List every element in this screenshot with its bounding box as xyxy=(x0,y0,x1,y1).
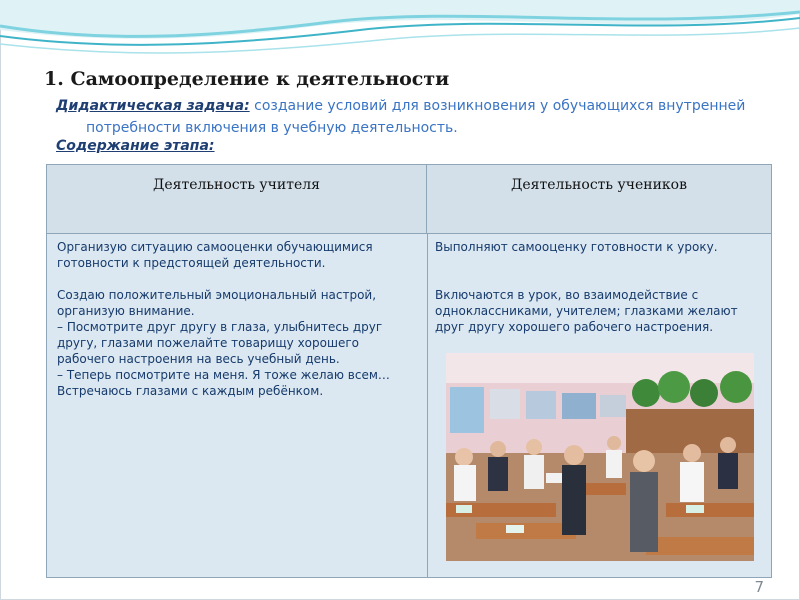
didactic-task-label: Дидактическая задача: xyxy=(56,98,250,114)
students-text-2: Включаются в урок, во взаимодействие с одноклассниками, учителем; глазками желают друг другу хорошего рабочего настроения. xyxy=(435,288,738,334)
wave-decoration xyxy=(0,0,800,70)
didactic-task-text-line2: потребности включения в учебную деятельность. xyxy=(86,120,458,136)
page-number: 7 xyxy=(754,578,764,596)
activity-table xyxy=(46,164,772,578)
teacher-text-5: Встречаюсь глазами с каждым ребёнком. xyxy=(57,384,324,398)
classroom-photo xyxy=(446,353,754,561)
teacher-text-3: – Посмотрите друг другу в глаза, улыбнитесь друг другу, глазами пожелайте товарищу хорошего рабочего настроения на весь учебный день. xyxy=(57,320,383,366)
header-teacher: Деятельность учителя xyxy=(47,165,427,233)
column-divider xyxy=(427,233,428,577)
header-divider xyxy=(47,233,771,234)
slide-title: 1. Самоопределение к деятельности xyxy=(44,68,450,90)
teacher-text-4: – Теперь посмотрите на меня. Я тоже желаю всем… xyxy=(57,368,390,382)
students-activity-cell xyxy=(435,239,765,335)
didactic-task xyxy=(56,95,756,139)
classroom-illustration xyxy=(446,353,754,561)
students-text-1: Выполняют самооценку готовности к уроку. xyxy=(435,240,718,254)
teacher-activity-cell xyxy=(57,239,419,399)
teacher-text-2: Создаю положительный эмоциональный настрой, организую внимание. xyxy=(57,288,377,318)
teacher-text-1: Организую ситуацию самооценки обучающимися готовности к предстоящей деятельности. xyxy=(57,240,373,270)
header-students: Деятельность учеников xyxy=(427,165,771,233)
didactic-task-text-line1: создание условий для возникновения у обучающихся внутренней xyxy=(249,98,746,114)
stage-content-label: Содержание этапа: xyxy=(56,138,215,154)
